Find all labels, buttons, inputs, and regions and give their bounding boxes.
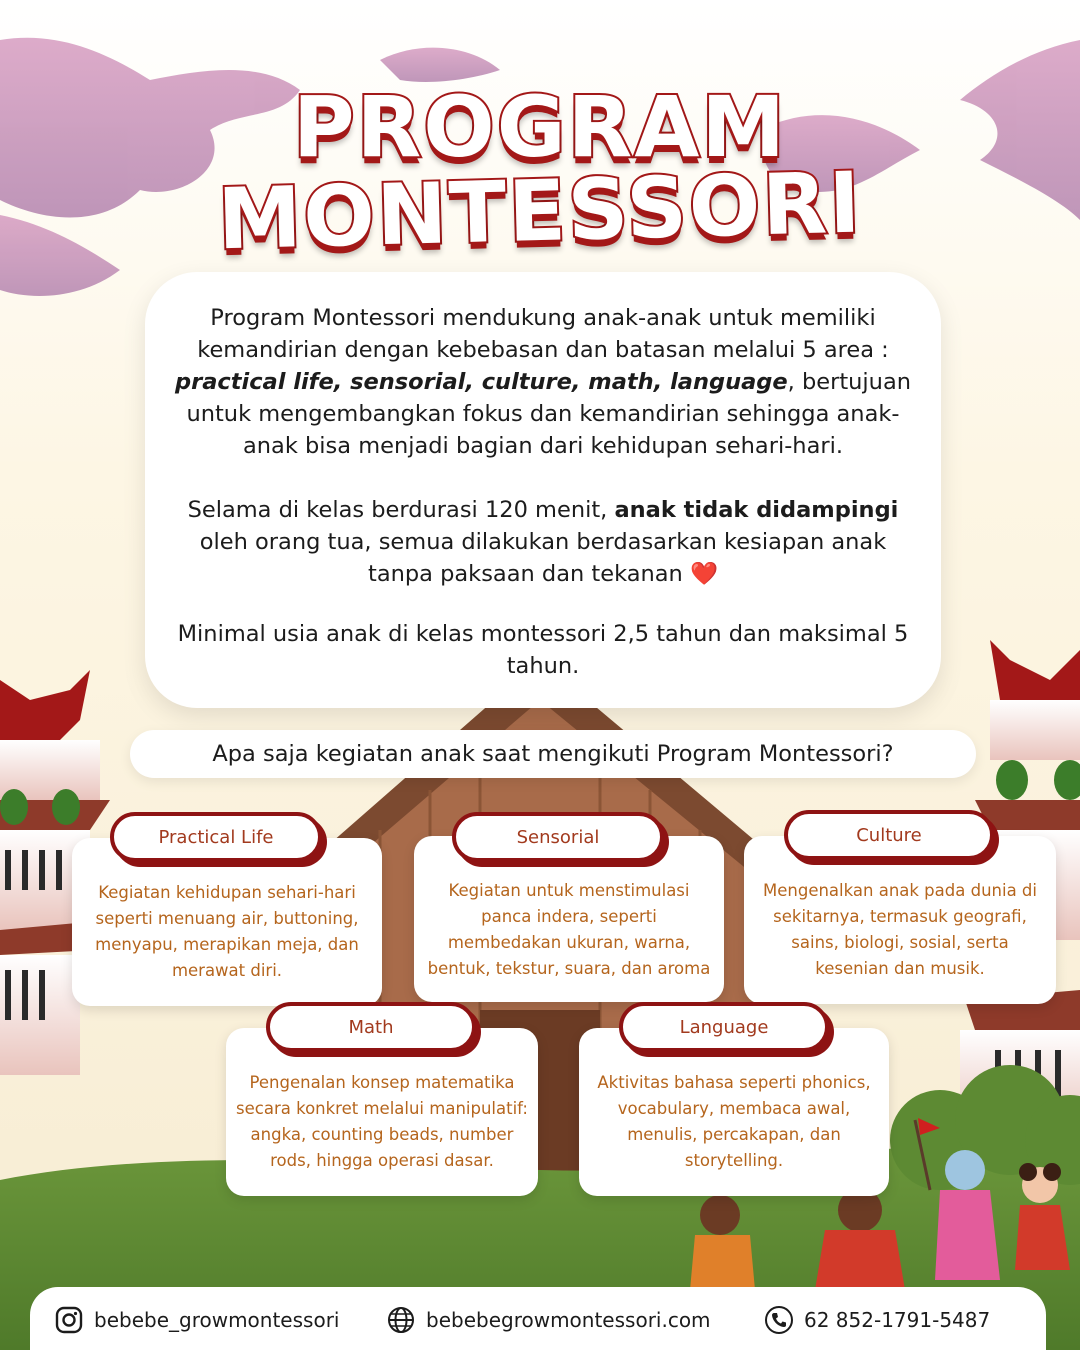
title-line-1: PROGRAM — [293, 78, 787, 176]
activities-question — [130, 730, 976, 778]
activity-card-language — [579, 1028, 889, 1196]
instagram-link[interactable] — [54, 1305, 339, 1335]
website-link[interactable] — [386, 1305, 711, 1335]
activity-card-culture — [744, 836, 1056, 1004]
globe-icon — [386, 1305, 416, 1335]
intro-paragraph-1 — [173, 302, 913, 462]
activity-description: Mengenalkan anak pada dunia di sekitarnya, termasuk geografi, sains, biologi, sosial, serta kesenian dan musik. — [763, 881, 1037, 978]
website-url: bebebegrowmontessori.com — [426, 1308, 711, 1332]
phone-link[interactable] — [764, 1305, 990, 1335]
activity-card-math — [226, 1028, 538, 1196]
intro-text: Program Montessori mendukung anak-anak untuk memiliki kemandirian dengan kebebasan dan batasan melalui 5 area : — [197, 305, 889, 363]
contact-footer — [30, 1287, 1046, 1350]
areas-emphasis: practical life, sensorial, culture, math, language — [175, 369, 788, 395]
activity-description: Kegiatan untuk menstimulasi panca indera, seperti membedakan ukuran, warna, bentuk, tekstur, suara, dan aroma — [427, 881, 711, 978]
phone-icon — [764, 1305, 794, 1335]
activity-card-practical-life — [72, 838, 382, 1006]
activity-tag-sensorial: Sensorial — [452, 812, 664, 862]
instagram-icon — [54, 1305, 84, 1335]
activity-tag-language: Language — [619, 1002, 829, 1052]
intro-text: oleh orang tua, semua dilakukan berdasarkan kesiapan anak tanpa paksaan dan tekanan ❤️ — [199, 529, 887, 587]
intro-paragraph-2 — [173, 494, 913, 590]
intro-paragraph-3: Minimal usia anak di kelas montessori 2,5 tahun dan maksimal 5 tahun. — [177, 621, 909, 679]
title-line-2: MONTESSORI — [216, 153, 864, 269]
intro-text: Selama di kelas berdurasi 120 menit, — [187, 497, 615, 523]
activity-tag-practical-life: Practical Life — [110, 812, 322, 862]
activity-tag-culture: Culture — [784, 810, 994, 860]
phone-number: 62 852-1791-5487 — [804, 1308, 991, 1332]
activity-description: Aktivitas bahasa seperti phonics, vocabulary, membaca awal, menulis, percakapan, dan storytelling. — [597, 1073, 871, 1170]
intro-card — [145, 272, 941, 708]
activity-description: Pengenalan konsep matematika secara konkret melalui manipulatif: angka, counting beads, number rods, hingga operasi dasar. — [236, 1073, 528, 1170]
intro-text: , bertujuan untuk mengembangkan fokus dan kemandirian sehingga anak-anak bisa menjadi bagian dari kehidupan sehari-hari. — [186, 369, 911, 459]
no-parent-emphasis: anak tidak didampingi — [614, 497, 899, 523]
activity-description: Kegiatan kehidupan sehari-hari seperti menuang air, buttoning, menyapu, merapikan meja, dan merawat diri. — [95, 883, 359, 980]
instagram-handle: bebebe_growmontessori — [94, 1308, 340, 1332]
activity-tag-math: Math — [266, 1002, 476, 1052]
question-text: Apa saja kegiatan anak saat mengikuti Program Montessori? — [212, 741, 894, 767]
